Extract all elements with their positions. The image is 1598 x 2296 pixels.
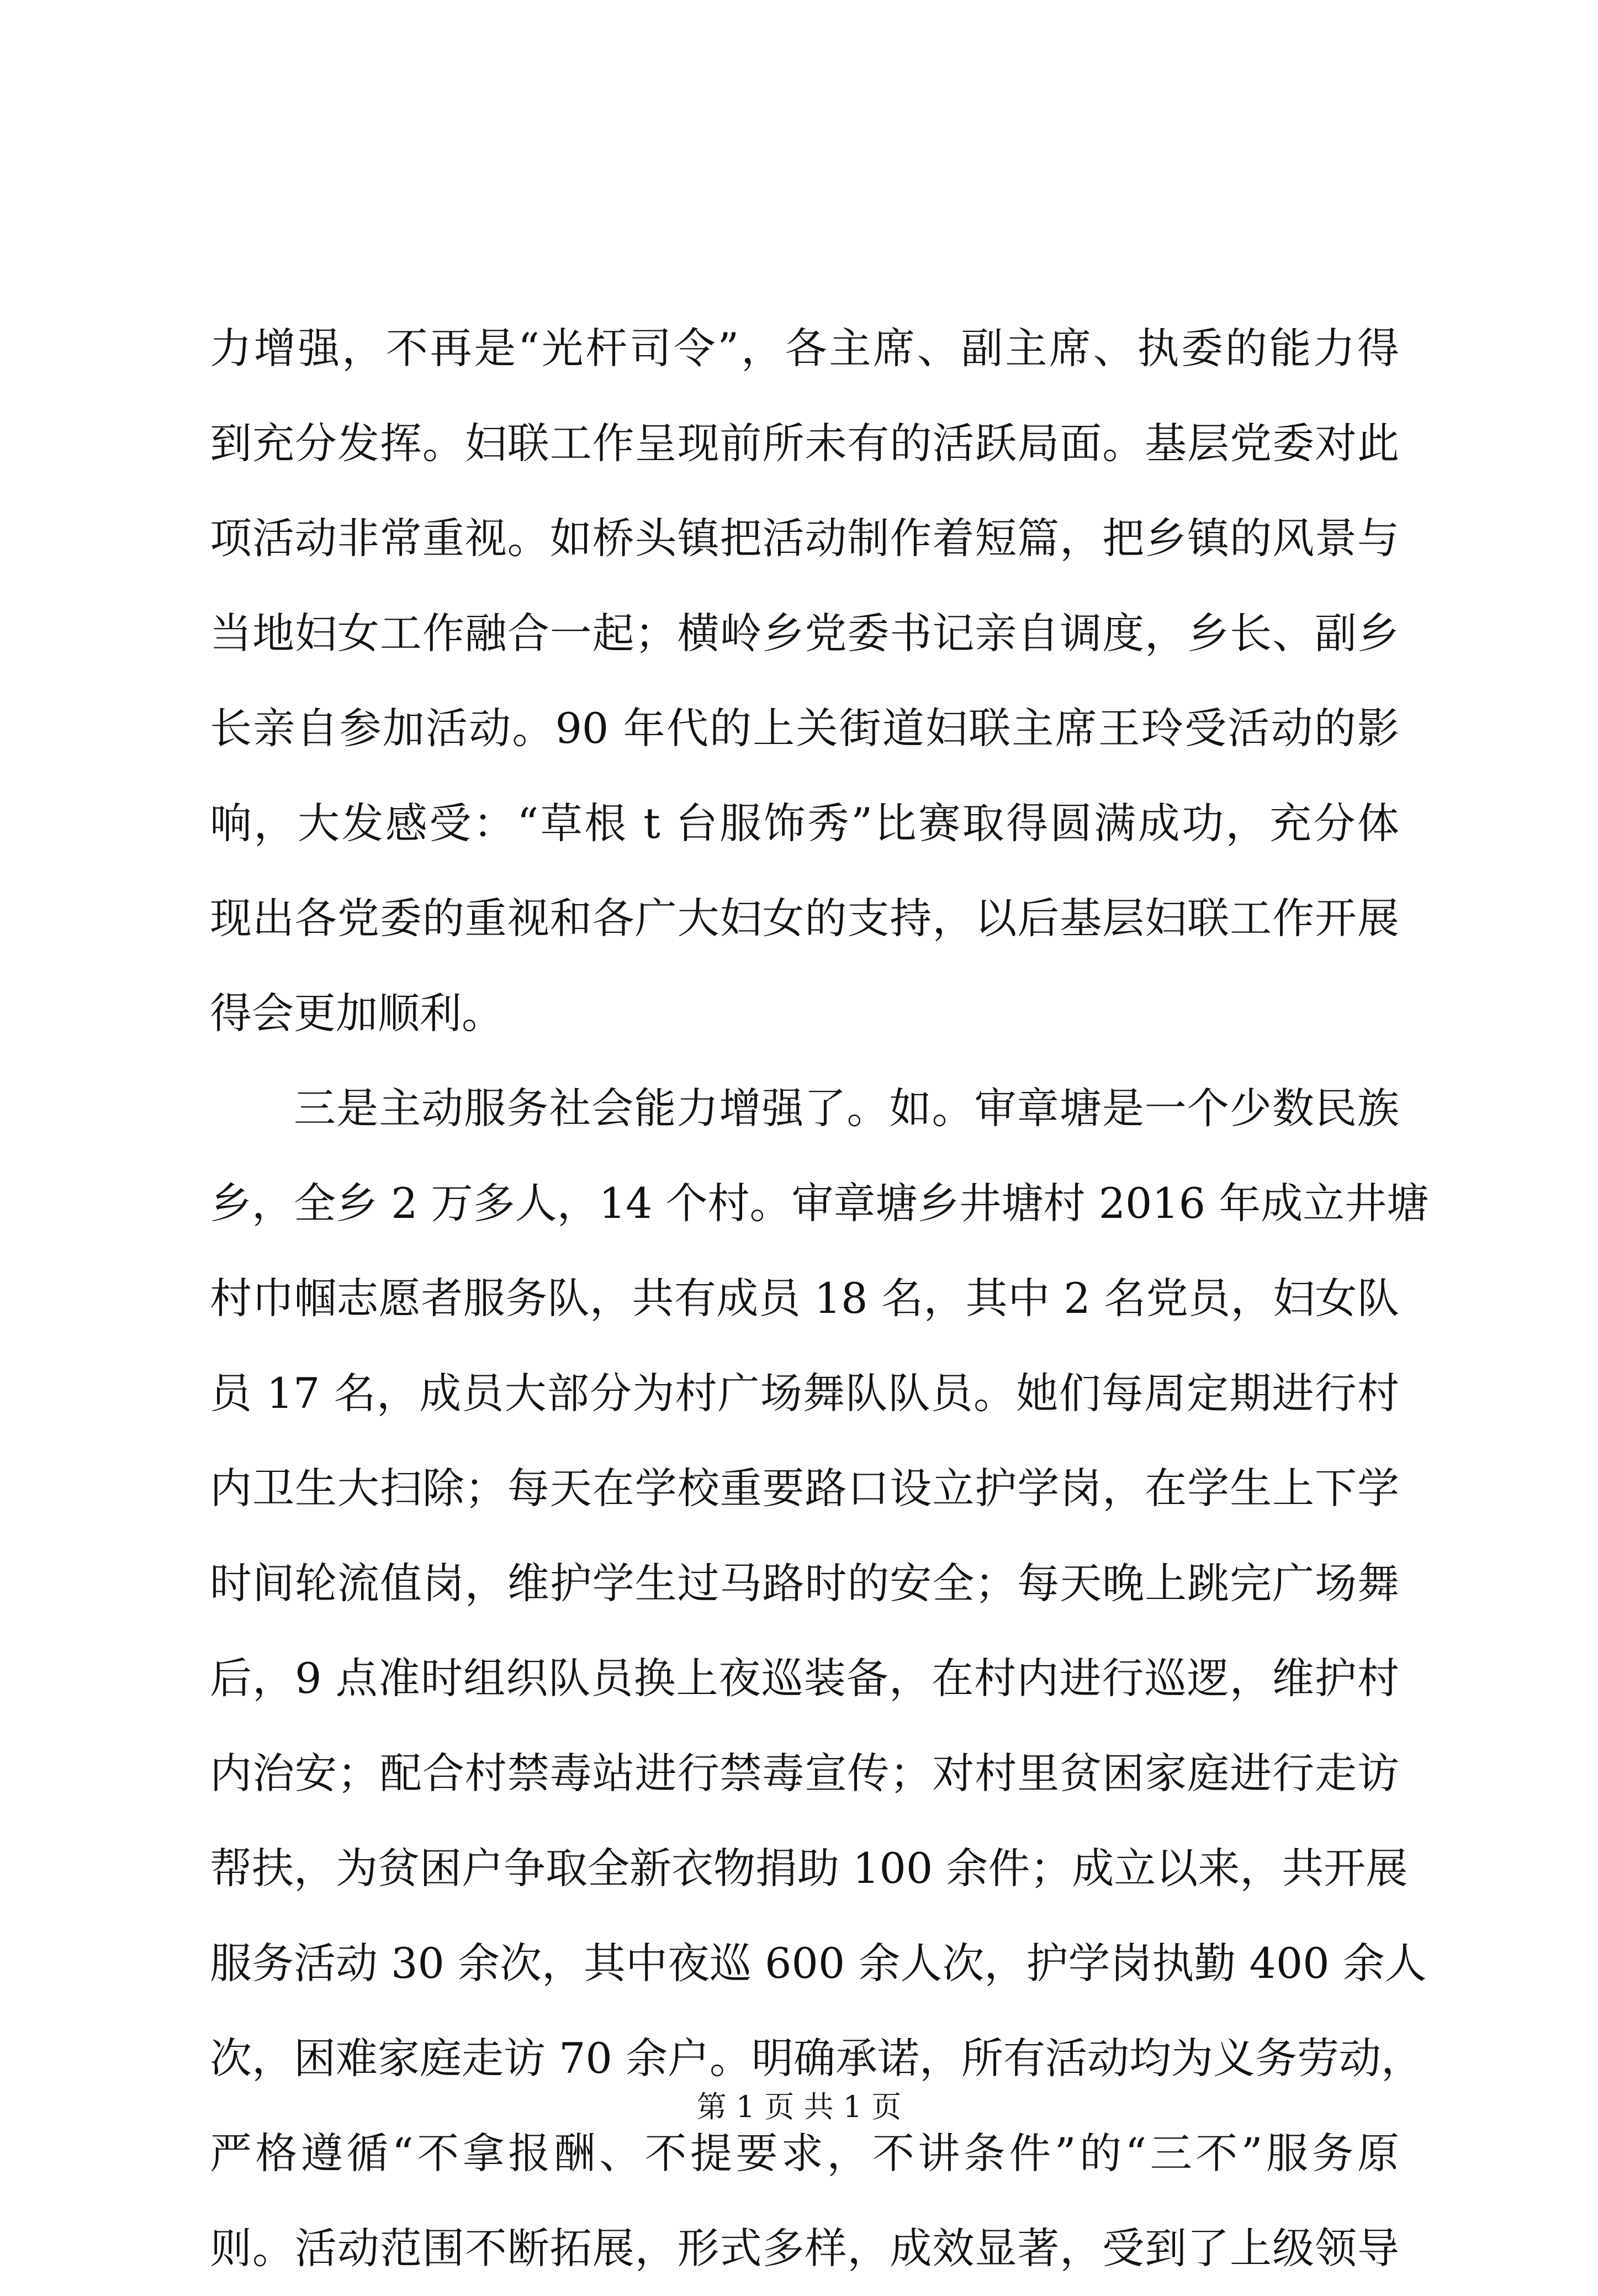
text-line: 项活动非常重视。如桥头镇把活动制作着短篇，把乡镇的风景与: [210, 514, 1399, 563]
text-line: 响，大发感受：“草根 t 台服饰秀”比赛取得圆满成功，充分体: [210, 799, 1399, 848]
text-line: 力增强，不再是“光杆司令”，各主席、副主席、执委的能力得: [210, 324, 1399, 373]
text-line: 时间轮流值岗，维护学生过马路时的安全；每天晚上跳完广场舞: [210, 1559, 1399, 1608]
text-line: 长亲自参加活动。90 年代的上关街道妇联主席王玲受活动的影: [210, 704, 1399, 753]
text-line: 服务活动 30 余次，其中夜巡 600 余人次，护学岗执勤 400 余人: [210, 1939, 1427, 1988]
page-number-footer: 第 1 页 共 1 页: [696, 2089, 902, 2124]
text-line: 到充分发挥。妇联工作呈现前所未有的活跃局面。基层党委对此: [210, 419, 1399, 468]
body-text: [210, 301, 1429, 2296]
text-line: 乡，全乡 2 万多人，14 个村。审章塘乡井塘村 2016 年成立井塘: [210, 1179, 1429, 1228]
text-line: 当地妇女工作融合一起；横岭乡党委书记亲自调度，乡长、副乡: [210, 609, 1399, 658]
text-line: 次，困难家庭走访 70 余户。明确承诺，所有活动均为义务劳动，: [210, 2034, 1424, 2083]
text-line: 员 17 名，成员大部分为村广场舞队队员。她们每周定期进行村: [210, 1369, 1399, 1418]
paragraph-end-line: 得会更加顺利。: [210, 989, 504, 1038]
text-line: 后，9 点准时组织队员换上夜巡装备，在村内进行巡逻，维护村: [210, 1654, 1399, 1703]
text-line: 内卫生大扫除；每天在学校重要路口设立护学岗，在学生上下学: [210, 1464, 1399, 1513]
text-line: 村巾帼志愿者服务队，共有成员 18 名，其中 2 名党员，妇女队: [210, 1274, 1399, 1323]
text-line: 内治安；配合村禁毒站进行禁毒宣传；对村里贫困家庭进行走访: [210, 1749, 1399, 1798]
text-line: 现出各党委的重视和各广大妇女的支持，以后基层妇联工作开展: [210, 894, 1399, 943]
text-line: 严格遵循“不拿报酬、不提要求，不讲条件”的“三不”服务原: [210, 2129, 1399, 2178]
text-line: 帮扶，为贫困户争取全新衣物捐助 100 余件；成立以来，共开展: [210, 1844, 1408, 1893]
paragraph-first-line: 三是主动服务社会能力增强了。如。审章塘是一个少数民族: [294, 1084, 1399, 1133]
text-line: 则。活动范围不断拓展，形式多样，成效显著，受到了上级领导: [210, 2224, 1399, 2273]
